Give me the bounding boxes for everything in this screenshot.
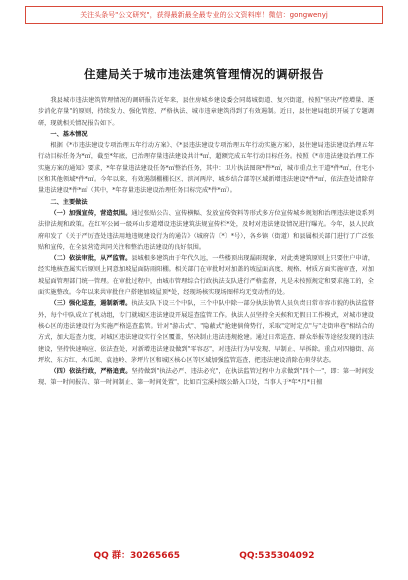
- practice-text-3: 执法支队下设三个中队，三个中队中除一部分执法协管人员负责日常市容市貌的执法监督外，每个中队成立了机动组，专门就城区违法建设开展巡查监管工作。执法人员坚持全天候和无假日工作模式，对城市建设核心区的违法建设行为实施严格巡查监管。针对"游击式"、"隐蔽式"抢建倘倚势行，采取"定时定点"与"走街串巷"相结合的方式，加大巡查力度，对城区违法建设实行全区覆盖，坚决制止违法违规抢建。通过日常巡查、群众举报等途径发现的违法建设，坚持快速响应、依法查处，对新增违法建设做到"零容忍"，对违法行为早发现、早制止、早拆除。重点对四德街、高坪坎、东方红、木瓜坝、袁池岭、茅坪片区和城区核心区等区域加强监管巡查，把违法建设消除在萌芽状态。: [38, 300, 375, 364]
- practice-paragraph-1: [38, 208, 374, 253]
- practice-paragraph-2: [38, 253, 374, 298]
- section-heading-practices: 二、主要做法: [50, 198, 88, 206]
- intro-paragraph: 我县城市违法建筑管理情况的调研报告近年来，县住房城乡建设委会同葛城街道、复兴街道，按照"坚决严控增量、逐步消化存量"的原则，持续发力、强化管控、严格执法、城市违章建筑得到了有效遏制。近日，县住建局组织开展了专题调研，现就相关情况报告如下。: [38, 97, 374, 127]
- basic-situation-paragraph: 根据《*市违法建设专项治理五年行动方案》、《*县违法建设专项治理五年行动实施方案》，县住建局违法建设治理五年行动目标任务为*㎡，截至*年底，已治理存量违法建设共计*㎡，超额完成五年行动目标任务。按照《*市违法建设治理工作实施方案的通知》要求，*年存量违法建设任务*㎡整治任务，其中：卫片执法图斑*件*㎡，城市重点主干道*件*㎡，住宅小区和其他领域*件*㎡。今年以来，有效遏制棚棚长区、滨河两岸、城乡结合部等区域新增违法建设*件*㎡，依法查处清除存量违法建设*件*㎡（其中，*年存量违法建设治理任务目标完成*件*㎡）。: [38, 142, 374, 195]
- practice-heading-4: （四）依法行政，严格追责。: [50, 368, 132, 376]
- practice-heading-1: （一）加强宣传，营造氛围。: [50, 209, 132, 217]
- header-banner: 关注头条号"公文研究"，获得最新最全最专业的公文资料库！微信：gongwenyj: [25, 6, 383, 24]
- document-title: 住建局关于城市违法建筑管理情况的调研报告: [84, 67, 324, 81]
- practice-paragraph-4: [38, 366, 374, 389]
- footer-qq: QQ:535304092: [239, 551, 315, 561]
- footer-contact: [0, 548, 408, 561]
- practice-text-2: 县城根多建筑由于年代久远，一些楼顶出现漏雨现象，对此类建筑原则上只要住户申请，经实地核查属实后原则上同意加坡屋面防雨阳棚。相关部门在审批时对加盖的坡屋面高度、规格、材质方面实施审查，对加坡屋面管理部门统一管理。在审批过程中，由城市管理综合行政执法支队进行严格监督，凡是未按照规定和要求施工的，全面实施整改。今年以来共审批住户搭建加坡屋顶*处，经现场核实现场图样均无变动性的处。: [38, 255, 375, 297]
- document-body: [38, 95, 374, 389]
- section-heading-basic: 一、基本情况: [50, 130, 88, 138]
- practice-text-4: 坚持做到"执法必严、违法必究"，在执法监管过程中力求做到"四个一"，即：第一时间发现、第一时间报告、第一时间制止、第一时间处置"，比如百宝溪村级公路入口处，当事人于*年*月*日擅: [38, 368, 374, 387]
- practice-heading-3: （三）强化巡查，遏制新增。: [50, 300, 132, 308]
- practice-heading-2: （二）依法审批，从严监管。: [50, 255, 132, 263]
- footer-qq-group: QQ 群：30265665: [93, 551, 181, 561]
- practice-text-1: 通过张贴公告、宣传横幅、发放宣传资料等形式多方位宣传城乡规划和治理违法建设系列法律法规和政策。在红军公园一级环山步道增设违法建筑法规宣传栏*处，及时对违法建设情况进行曝光。今年，县人民政府印发了《关于严厉查处违法用地违规建设行为的通告》（城府告〔*〕*号），各乡镇（街道）和县属相关部门进行了广泛张贴和宣传，在全县营造共同关注和整治违法建设的良好氛围。: [38, 209, 375, 251]
- practice-paragraph-3: [38, 298, 374, 366]
